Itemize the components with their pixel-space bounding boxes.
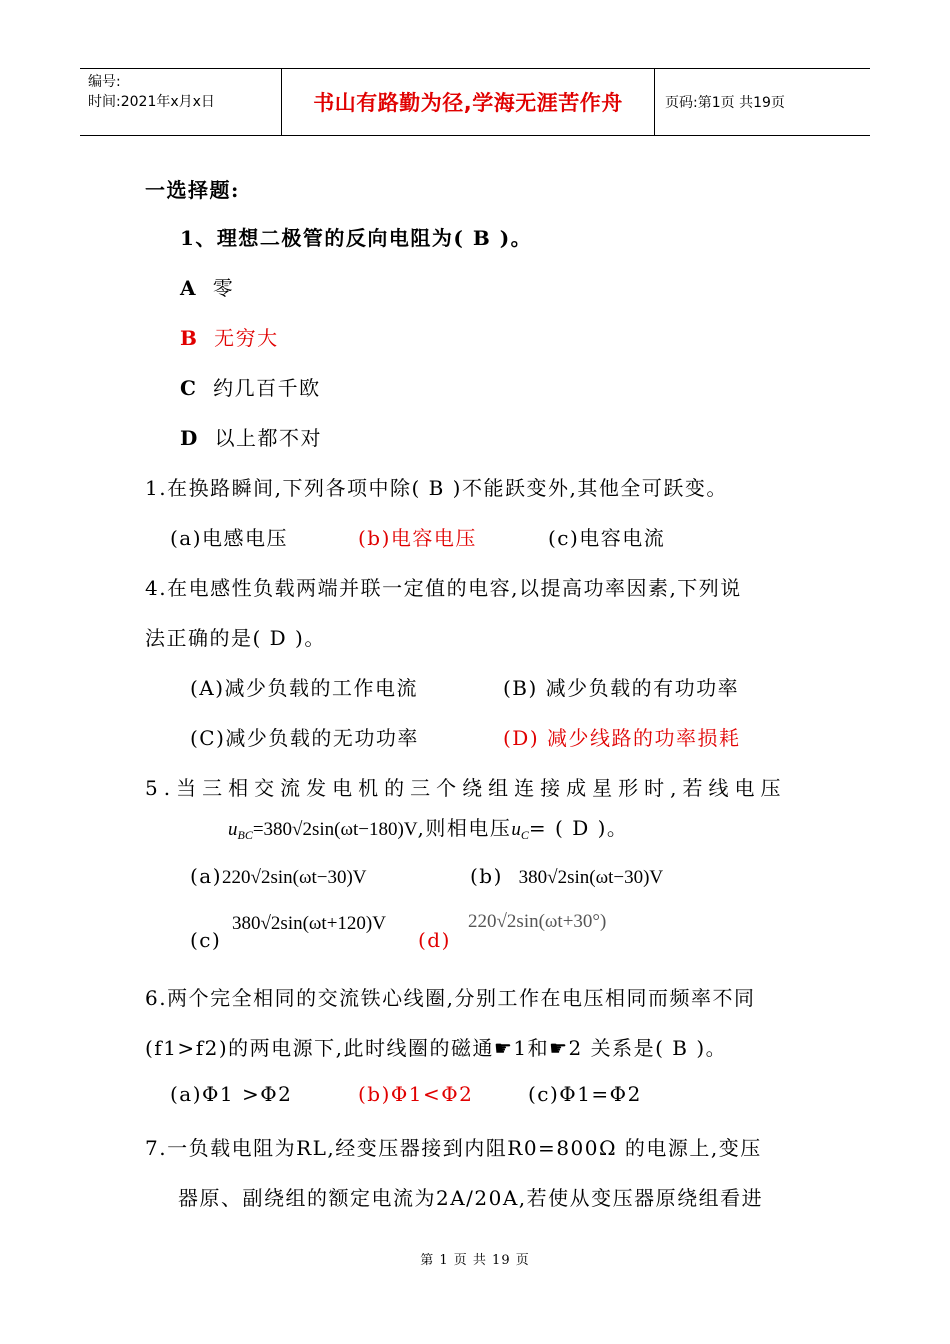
q5-ask-formula: $u_C$ <box>511 819 529 842</box>
q1-stem: 1、理想二极管的反向电阻为( B )。 <box>180 226 533 250</box>
q2-stem: 1.在换路瞬间,下列各项中除( B )不能跃变外,其他全可跃变。 <box>145 476 728 500</box>
q5-given-formula: $u_{BC}=380√2\sin(\omega t-180)V$ <box>228 819 418 842</box>
header-motto: 书山有路勤为径,学海无涯苦作舟 <box>282 69 655 135</box>
q4-option-d: (D) 减少线路的功率损耗 <box>503 726 741 750</box>
q7-stem-line1: 7.一负载电阻为RL,经变压器接到内阻R0=800Ω 的电源上,变压 <box>145 1136 762 1160</box>
q7-stem-line2: 器原、副绕组的额定电流为2A/20A,若使从变压器原绕组看进 <box>178 1186 764 1210</box>
q5-stem-line1: 5.当三相交流发电机的三个绕组连接成星形时,若线电压 <box>145 776 787 800</box>
section-title: 一选择题: <box>145 178 240 202</box>
q1-option-d: D 以上都不对 <box>180 426 323 450</box>
q5-option-b: (b) 380√2sin(ωt−30)V <box>470 864 664 888</box>
q5-option-c-label: (c) <box>190 928 222 952</box>
q6-stem-line2: (f1>f2)的两电源下,此时线圈的磁通☛1和☛2 关系是( B )。 <box>145 1036 728 1060</box>
doc-number-label: 编号: <box>88 74 121 90</box>
q5-stem-line2: $u_{BC}=380√2\sin(\omega t-180)V$,则相电压$u_C=$ ( D )。 <box>228 816 629 842</box>
q6-stem-line1: 6.两个完全相同的交流铁心线圈,分别工作在电压相同而频率不同 <box>145 986 756 1010</box>
q4-option-c: (C)减少负载的无功功率 <box>190 726 419 750</box>
header-meta-cell <box>80 69 282 135</box>
q6-option-b: (b)Φ1<Φ2 <box>358 1082 474 1106</box>
q1-option-c: C 约几百千欧 <box>180 376 321 400</box>
q5-option-a: (a)220√2sin(ωt−30)V <box>190 864 367 888</box>
header-page-info: 页码:第1页 共19页 <box>665 95 785 111</box>
page-footer: 第 1 页 共 19 页 <box>420 1253 530 1268</box>
q6-option-a: (a)Φ1 >Φ2 <box>170 1082 293 1106</box>
q2-option-b: (b)电容电压 <box>358 526 477 550</box>
page-header <box>80 68 870 136</box>
q4-stem-line1: 4.在电感性负载两端并联一定值的电容,以提高功率因素,下列说 <box>145 576 742 600</box>
q4-option-b: (B) 减少负载的有功功率 <box>503 676 740 700</box>
q5-option-c-formula: 380√2sin(ωt+120)V <box>232 913 386 934</box>
q4-option-a: (A)减少负载的工作电流 <box>190 676 419 700</box>
q2-option-c: (c)电容电流 <box>548 526 666 550</box>
q6-option-c: (c)Φ1=Φ2 <box>528 1082 642 1106</box>
q1-option-a: A 零 <box>180 276 235 300</box>
q1-option-b: B 无穷大 <box>180 326 279 350</box>
q4-stem-line2: 法正确的是( D )。 <box>145 626 326 650</box>
q2-option-a: (a)电感电压 <box>170 526 289 550</box>
q5-option-d-formula: 220√2sin(ωt+30°) <box>468 911 607 932</box>
q5-option-d-label: (d) <box>418 928 451 952</box>
doc-time-label: 时间:2021年x月x日 <box>88 94 215 110</box>
